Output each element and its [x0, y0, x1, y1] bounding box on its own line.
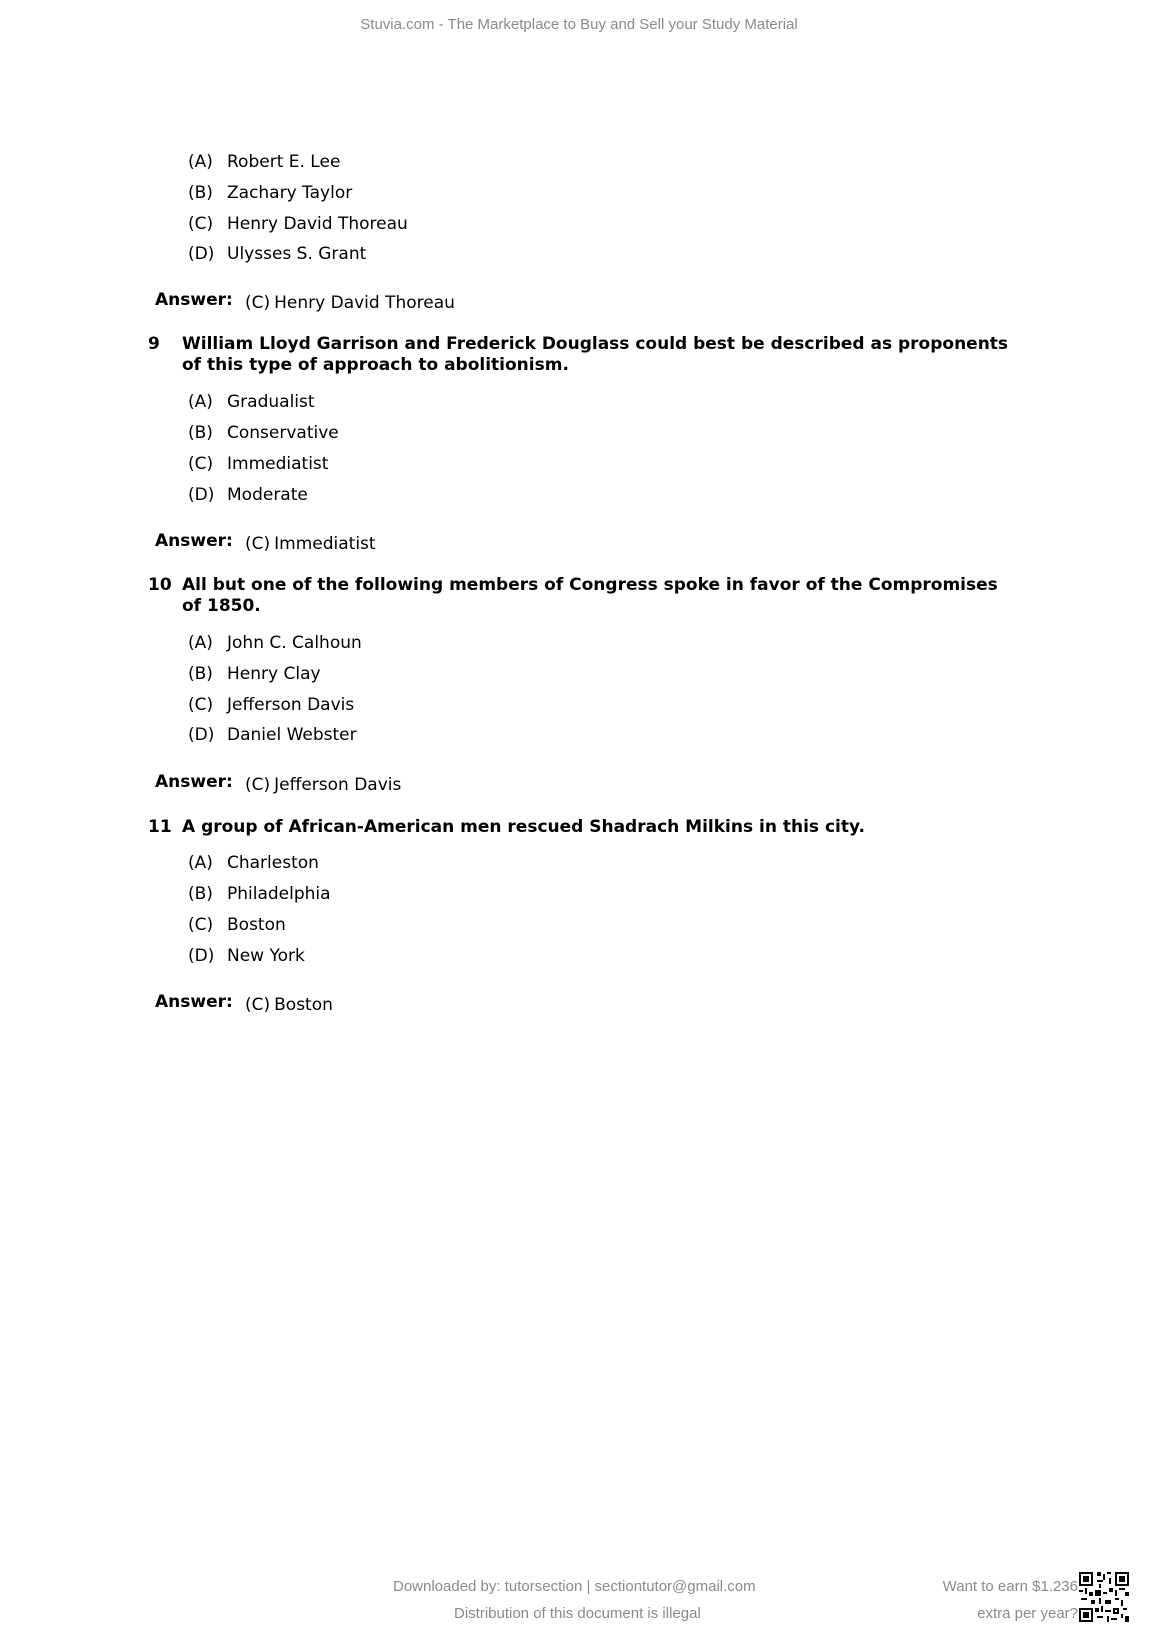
option-10d	[188, 725, 357, 745]
option-letter: (A)	[188, 392, 213, 412]
answer-label: Answer:	[155, 992, 233, 1012]
answer-text: Boston	[274, 995, 333, 1015]
option-11b	[188, 884, 331, 904]
option-text: Immediatist	[227, 454, 329, 474]
option-text: Ulysses S. Grant	[227, 244, 367, 264]
footer-earn-line1: Want to earn $1.236	[942, 1578, 1078, 1595]
option-letter: (D)	[188, 485, 215, 505]
page-header: Stuvia.com - The Marketplace to Buy and Sell your Study Material	[360, 16, 798, 33]
option-letter: (D)	[188, 725, 215, 745]
answer-letter: (C)	[245, 995, 271, 1015]
question-text: All but one of the following members of Congress spoke in favor of the Compromises of 1850.	[182, 575, 998, 616]
option-letter: (D)	[188, 244, 215, 264]
option-letter: (C)	[188, 695, 214, 715]
option-letter: (D)	[188, 946, 215, 966]
question-number: 9	[148, 334, 160, 354]
option-11a	[188, 853, 319, 873]
answer-text: Henry David Thoreau	[274, 293, 455, 313]
option-8a	[188, 152, 340, 172]
answer-letter: (C)	[245, 534, 271, 554]
answer-text: Immediatist	[274, 534, 376, 554]
question-number: 10	[148, 575, 172, 595]
answer-9	[245, 534, 376, 554]
option-letter: (C)	[188, 454, 214, 474]
option-8d	[188, 244, 366, 264]
option-text: Daniel Webster	[227, 725, 357, 745]
option-text: Henry David Thoreau	[227, 214, 408, 234]
footer-distribution: Distribution of this document is illegal	[454, 1605, 701, 1622]
option-text: Jefferson Davis	[227, 695, 355, 715]
option-letter: (C)	[188, 214, 214, 234]
option-letter: (C)	[188, 915, 214, 935]
qr-code-icon[interactable]	[1079, 1572, 1129, 1622]
question-number: 11	[148, 817, 172, 837]
answer-label: Answer:	[155, 531, 233, 551]
option-text: Zachary Taylor	[227, 183, 353, 203]
question-text: A group of African-American men rescued Shadrach Milkins in this city.	[182, 817, 865, 837]
option-10b	[188, 664, 321, 684]
option-letter: (B)	[188, 884, 213, 904]
option-text: Boston	[227, 915, 286, 935]
option-8b	[188, 183, 352, 203]
option-text: Charleston	[227, 853, 319, 873]
option-text: Philadelphia	[227, 884, 331, 904]
answer-letter: (C)	[245, 775, 271, 795]
answer-8	[245, 293, 455, 313]
option-9d	[188, 485, 308, 505]
option-8c	[188, 214, 408, 234]
answer-10	[245, 775, 401, 795]
option-letter: (B)	[188, 664, 213, 684]
option-11c	[188, 915, 286, 935]
footer-earn-line2: extra per year?	[977, 1605, 1078, 1622]
option-letter: (B)	[188, 183, 213, 203]
option-10c	[188, 695, 354, 715]
option-9b	[188, 423, 339, 443]
option-text: John C. Calhoun	[227, 633, 362, 653]
option-10a	[188, 633, 362, 653]
option-11d	[188, 946, 305, 966]
question-text: William Lloyd Garrison and Frederick Douglass could best be described as proponents of this type of approach to abolitionism.	[182, 334, 1009, 375]
option-letter: (A)	[188, 633, 213, 653]
option-text: Conservative	[227, 423, 339, 443]
option-letter: (B)	[188, 423, 213, 443]
option-letter: (A)	[188, 853, 213, 873]
answer-letter: (C)	[245, 293, 271, 313]
option-9a	[188, 392, 315, 412]
option-text: Gradualist	[227, 392, 315, 412]
answer-label: Answer:	[155, 290, 233, 310]
option-text: Moderate	[227, 485, 308, 505]
option-text: New York	[227, 946, 305, 966]
option-text: Henry Clay	[227, 664, 321, 684]
answer-text: Jefferson Davis	[274, 775, 402, 795]
answer-11	[245, 995, 333, 1015]
option-9c	[188, 454, 328, 474]
footer-downloaded: Downloaded by: tutorsection | sectiontutor@gmail.com	[393, 1578, 756, 1595]
option-letter: (A)	[188, 152, 213, 172]
option-text: Robert E. Lee	[227, 152, 341, 172]
answer-label: Answer:	[155, 772, 233, 792]
